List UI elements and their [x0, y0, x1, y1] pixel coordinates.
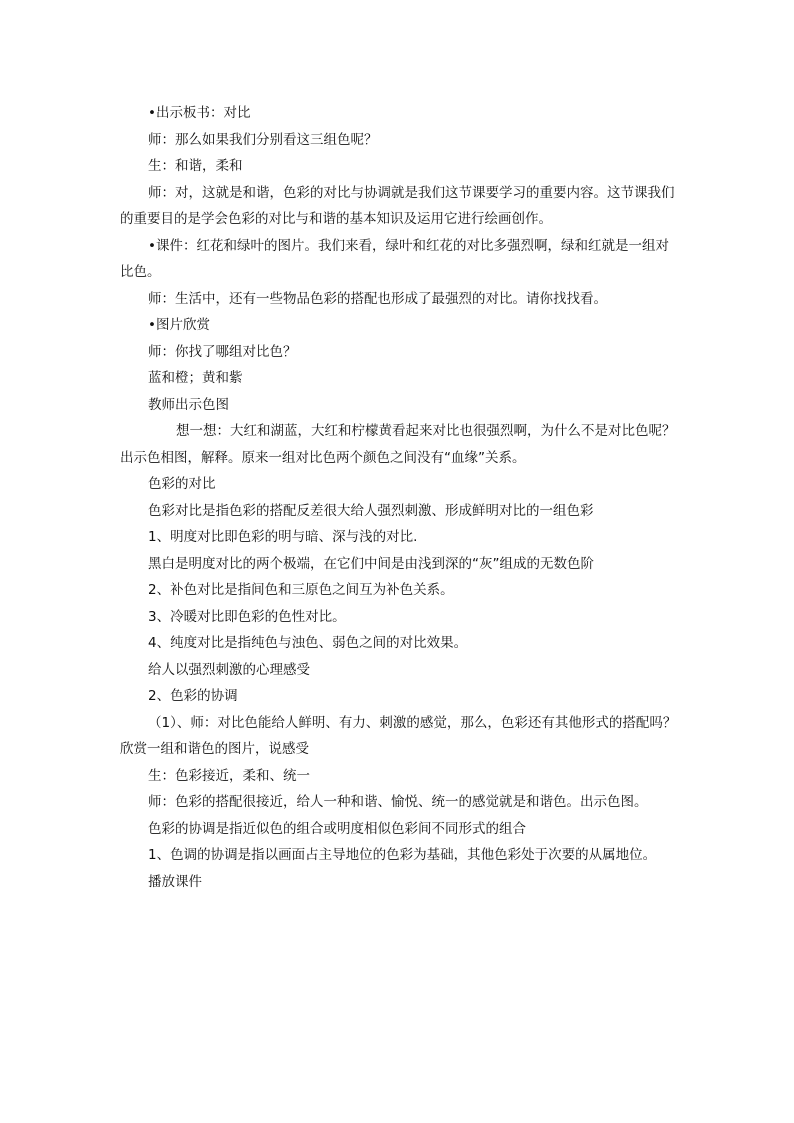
paragraph-teacher-find: 师：生活中，还有一些物品色彩的搭配也形成了最强烈的对比。请你找找看。	[148, 290, 607, 307]
paragraph-teacher-harmony-question: （1）、师：对比色能给人鲜明、有力、刺激的感觉，那么，色彩还有其他形式的搭配吗？欣赏一组和谐色的图片，说感受	[120, 714, 677, 757]
paragraph-purity-contrast: 4、纯度对比是指纯色与浊色、弱色之间的对比效果。	[148, 635, 468, 651]
paragraph-teacher-harmony: 师：色彩的搭配很接近，给人一种和谐、愉悦、统一的感觉就是和谐色。出示色图。	[148, 794, 648, 810]
paragraph-teacher-question: 师：那么如果我们分别看这三组色呢？	[148, 131, 378, 148]
paragraph-brightness-contrast: 1、明度对比即色彩的明与暗、深与浅的对比.	[148, 529, 418, 545]
paragraph-picture-appreciation: •图片欣赏	[148, 317, 210, 333]
paragraph-student-answer: 生：和谐，柔和	[148, 158, 243, 174]
paragraph-play-courseware: 播放课件	[148, 873, 202, 890]
paragraph-student-harmony: 生：色彩接近，柔和、统一	[148, 767, 310, 784]
paragraph-board-title: •出示板书：对比	[148, 105, 251, 121]
paragraph-show-color-chart: 教师出示色图	[148, 396, 229, 413]
paragraph-blue-orange: 蓝和橙；黄和紫	[148, 370, 243, 386]
paragraph-teacher-which: 师：你找了哪组对比色？	[148, 343, 297, 360]
paragraph-think: 想一想：大红和湖蓝，大红和柠檬黄看起来对比也很强烈啊，为什么不是对比色呢？出示色相图，解释。原来一组对比色两个颜色之间没有“血缘”关系。	[120, 423, 676, 466]
paragraph-courseware-red-green: •课件：红花和绿叶的图片。我们来看，绿叶和红花的对比多强烈啊，绿和红就是一组对比色。	[120, 237, 669, 280]
paragraph-tone-harmony: 1、色调的协调是指以画面占主导地位的色彩为基础，其他色彩处于次要的从属地位。	[148, 847, 657, 863]
paragraph-teacher-intro: 师：对，这就是和谐，色彩的对比与协调就是我们这节课要学习的重要内容。这节课我们的重要目的是学会色彩的对比与和谐的基本知识及运用它进行绘画创作。	[120, 184, 675, 227]
paragraph-complementary-contrast: 2、补色对比是指间色和三原色之间互为补色关系。	[148, 582, 454, 598]
paragraph-color-contrast-heading: 色彩的对比	[148, 476, 216, 492]
paragraph-warm-cool-contrast: 3、冷暖对比即色彩的色性对比。	[148, 608, 346, 625]
paragraph-contrast-definition: 色彩对比是指色彩的搭配反差很大给人强烈刺激、形成鲜明对比的一组色彩	[148, 502, 594, 519]
paragraph-black-white: 黑白是明度对比的两个极端，在它们中间是由浅到深的“灰”组成的无数色阶	[148, 555, 594, 572]
paragraph-color-harmony-heading: 2、色彩的协调	[148, 688, 238, 704]
paragraph-harmony-definition: 色彩的协调是指近似色的组合或明度相似色彩间不同形式的组合	[148, 820, 526, 837]
paragraph-strong-stimulus: 给人以强烈刺激的心理感受	[148, 661, 310, 678]
document-body	[120, 100, 682, 895]
